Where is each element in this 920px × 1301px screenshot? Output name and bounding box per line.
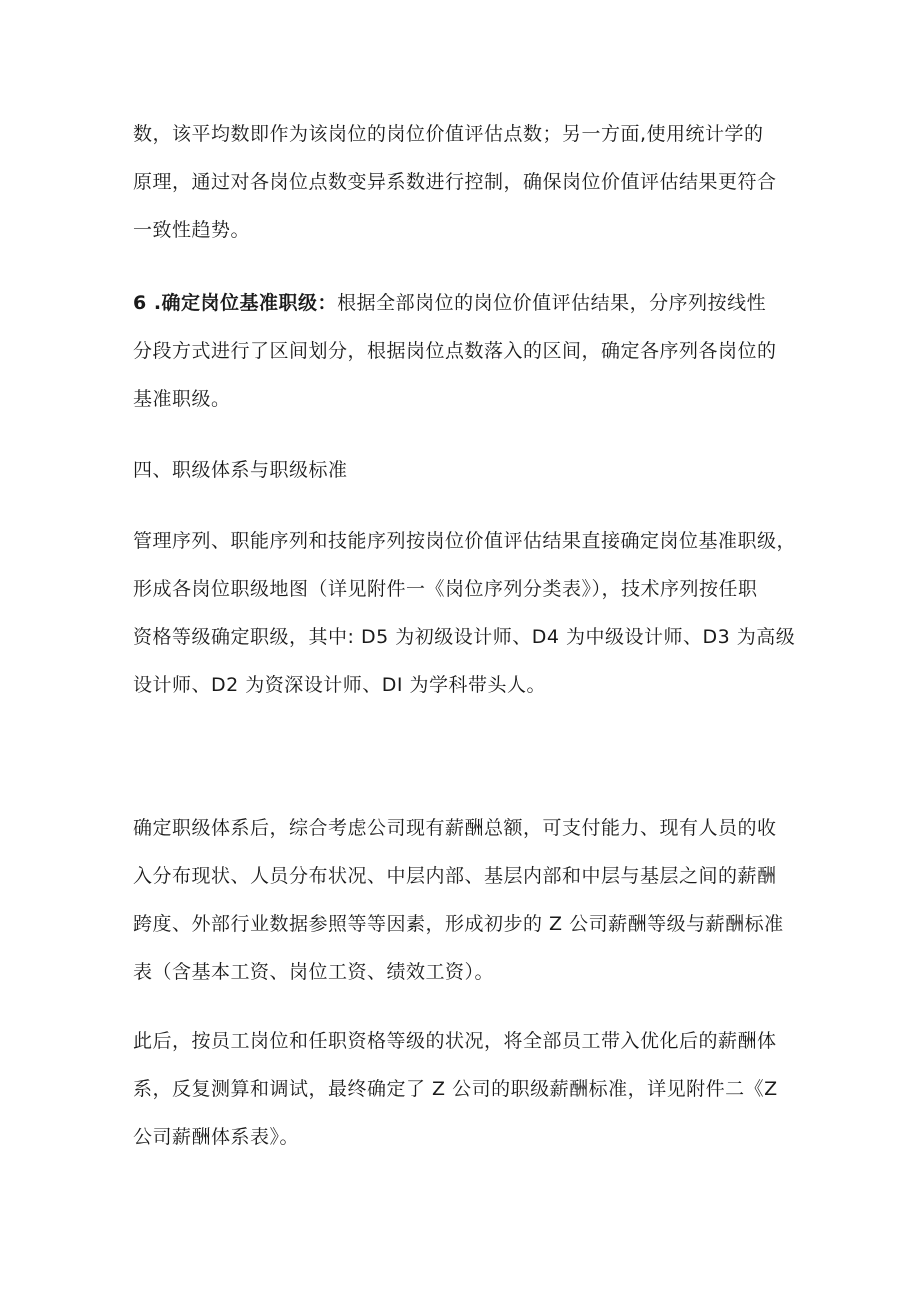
text-line: 基准职级。 — [133, 388, 231, 410]
text-line: 形成各岗位职级地图（详见附件一《岗位序列分类表》），技术序列按任职 — [133, 578, 758, 600]
text-line: 此后，按员工岗位和任职资格等级的状况，将全部员工带入优化后的薪酬体 — [133, 1030, 777, 1052]
text-line: 管理序列、职能序列和技能序列按岗位价值评估结果直接确定岗位基准职级， — [133, 530, 797, 552]
text-line: 分段方式进行了区间划分，根据岗位点数落入的区间，确定各序列各岗位的 — [133, 340, 777, 362]
text-line — [133, 279, 793, 327]
text-line: 原理，通过对各岗位点数变异系数进行控制，确保岗位价值评估结果更符合 — [133, 171, 777, 193]
section-heading: 四、职级体系与职级标准 — [133, 459, 348, 481]
text-line: 资格等级确定职级，其中: D5 为初级设计师、D4 为中级设计师、D3 为高级 — [133, 626, 796, 648]
text-line: 跨度、外部行业数据参照等等因素，形成初步的 Z 公司薪酬等级与薪酬标准 — [133, 913, 784, 935]
item-6-line1-rest: 根据全部岗位的岗位价值评估结果，分序列按线性 — [337, 292, 767, 314]
text-line: 数，该平均数即作为该岗位的岗位价值评估点数；另一方面,使用统计学的 — [133, 123, 764, 145]
paragraph-final — [133, 1017, 793, 1161]
paragraph-continuation — [133, 110, 793, 254]
text-line: 确定职级体系后，综合考虑公司现有薪酬总额，可支付能力、现有人员的收 — [133, 817, 777, 839]
paragraph-item-6 — [133, 279, 793, 423]
item-6-lead: 6 .确定岗位基准职级： — [133, 292, 338, 314]
text-line: 一致性趋势。 — [133, 219, 251, 241]
paragraph-salary — [133, 804, 793, 996]
text-line: 表（含基本工资、岗位工资、绩效工资）。 — [133, 961, 495, 983]
text-line: 公司薪酬体系表》。 — [133, 1126, 300, 1148]
paragraph-grades — [133, 517, 797, 709]
text-line: 系，反复测算和调试，最终确定了 Z 公司的职级薪酬标准，详见附件二《Z — [133, 1078, 778, 1100]
text-line: 设计师、D2 为资深设计师、DI 为学科带头人。 — [133, 674, 547, 696]
text-line: 入分布现状、人员分布状况、中层内部、基层内部和中层与基层之间的薪酬 — [133, 865, 777, 887]
